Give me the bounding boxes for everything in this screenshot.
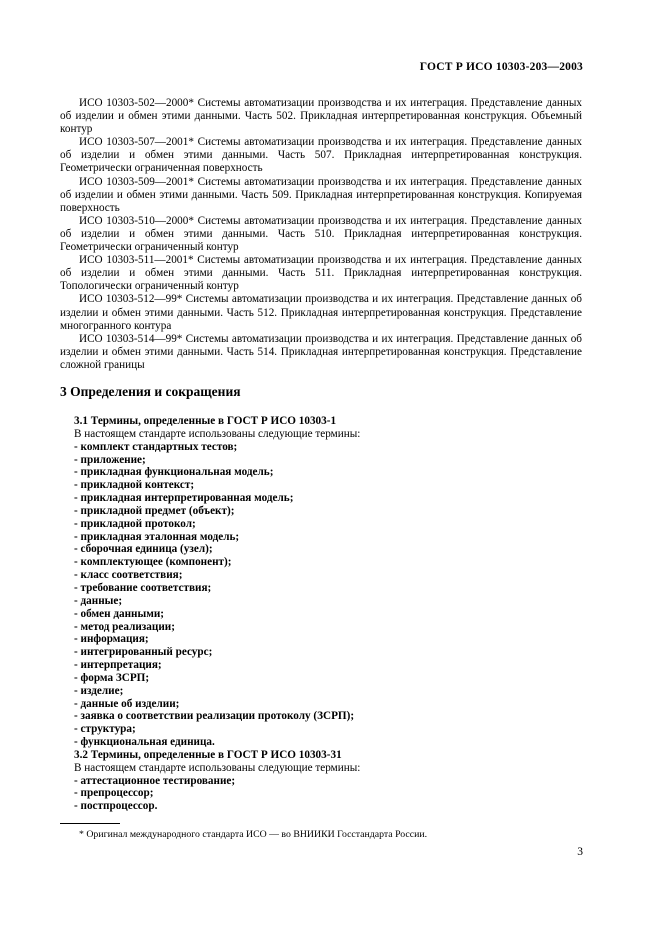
footnote-divider [60,823,120,824]
reference-list [60,97,582,372]
term-item: - функциональная единица. [74,736,215,749]
subsection-heading-3-1: 3.1 Термины, определенные в ГОСТ Р ИСО 10303-1 [74,415,337,427]
term-item: - аттестационное тестирование; [74,774,236,787]
reference-item: ИСО 10303-507—2001* Системы автоматизации производства и их интеграция. Представление данных об изделии и обмен этими данными. Часть 507. Прикладная интерпретированная конструкция. Геометрически ограниченная поверхность [60,136,582,175]
reference-item: ИСО 10303-509—2001* Системы автоматизации производства и их интеграция. Представление данных об изделии и обмен этими данными. Часть 509. Прикладная интерпретированная конструкция. Копируемая поверхность [60,175,582,214]
page-number: 3 [577,846,583,858]
term-item: - заявка о соответствии реализации протоколу (ЗСРП); [74,710,355,723]
reference-item: ИСО 10303-510—2000* Системы автоматизации производства и их интеграция. Представление данных об изделии и обмен этими данными. Часть 510. Прикладная интерпретированная конструкция. Геометрически ограниченный контур [60,214,582,254]
term-item: - структура; [74,723,136,736]
term-item: - метод реализации; [74,620,175,633]
term-item: - комплектующее (компонент); [74,556,232,569]
term-item: - интерпретация; [74,659,162,672]
term-item: - интегрированный ресурс; [74,646,213,659]
term-item: - изделие; [74,684,124,697]
term-item: - прикладная функциональная модель; [74,466,274,479]
subsection-intro-3-2: В настоящем стандарте использованы следующие термины: [74,761,361,774]
term-item: - прикладной протокол; [74,517,196,530]
term-item: - прикладная интерпретированная модель; [74,492,294,505]
term-item: - информация; [74,633,149,646]
subsection-intro-3-1: В настоящем стандарте использованы следующие термины: [74,427,361,440]
term-item: - приложение; [74,453,146,466]
reference-item: ИСО 10303-511—2001* Системы автоматизации производства и их интеграция. Представление данных об изделии и обмен этими данными. Часть 511. Прикладная интерпретированная конструкция. Топологически ограниченный контур [60,254,582,293]
term-item: - обмен данными; [74,607,164,620]
subsection-heading-3-2: 3.2 Термины, определенные в ГОСТ Р ИСО 10303-31 [74,748,342,761]
term-item: - комплект стандартных тестов; [74,440,238,453]
reference-item: ИСО 10303-514—99* Системы автоматизации производства и их интеграция. Представление данных об изделии и обмен этими данными. Часть 514. Прикладная интерпретированная конструкция. Представление сложной границы [60,332,582,371]
term-item: - данные об изделии; [74,697,180,710]
term-item: - форма ЗСРП; [74,671,150,684]
term-list-3-2 [74,775,584,814]
document-header: ГОСТ Р ИСО 10303-203—2003 [419,61,583,73]
reference-item: ИСО 10303-512—99* Системы автоматизации производства и их интеграция. Представление данных об изделии и обмен этими данными. Часть 512. Прикладная интерпретированная конструкция. Представление многогранного контура [60,293,582,332]
term-item: - препроцессор; [74,787,154,800]
footnote: * Оригинал международного стандарта ИСО — во ВНИИКИ Госстандарта России. [79,829,428,840]
term-item: - прикладной контекст; [74,479,195,492]
section-title: 3 Определения и сокращения [60,384,241,399]
term-item: - данные; [74,594,123,607]
term-item: - класс соответствия; [74,569,183,582]
term-item: - требование соответствия; [74,581,212,594]
term-item: - постпроцессор. [74,800,158,813]
term-item: - сборочная единица (узел); [74,543,213,556]
term-item: - прикладной предмет (объект); [74,504,235,517]
term-item: - прикладная эталонная модель; [74,530,240,543]
reference-item: ИСО 10303-502—2000* Системы автоматизации производства и их интеграция. Представление данных об изделии и обмен этими данными. Часть 502. Прикладная интерпретированная конструкция. Объемный контур [60,97,582,136]
terms-block [74,415,584,813]
term-list-3-1 [74,441,584,749]
